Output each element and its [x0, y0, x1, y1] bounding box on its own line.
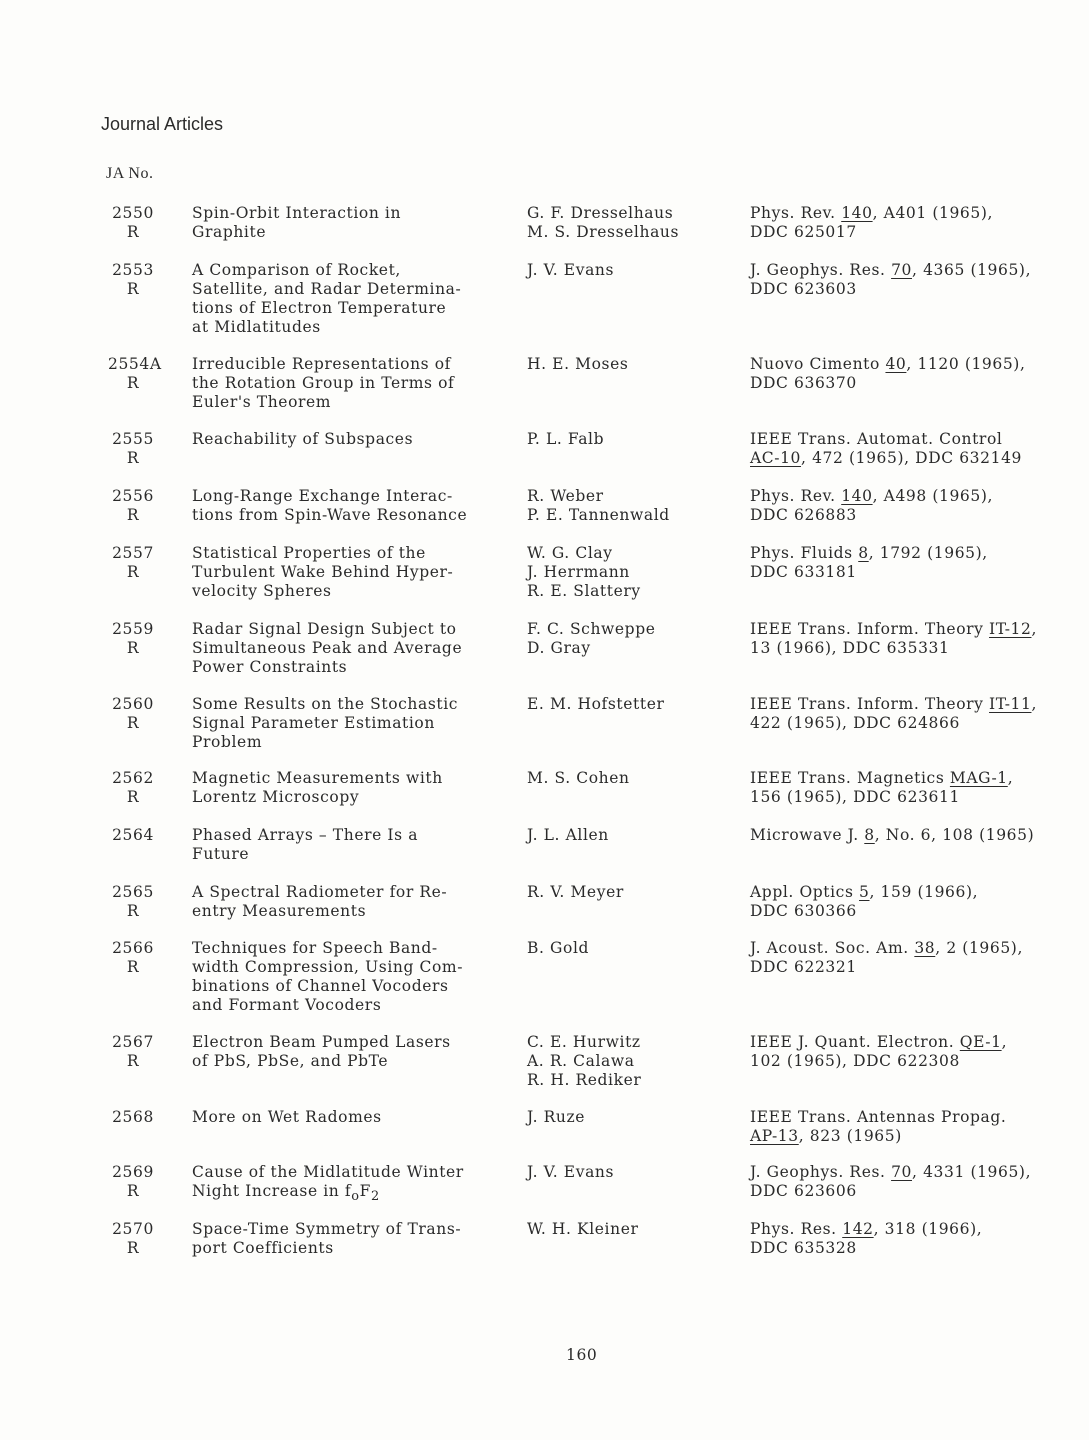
article-authors: R. V. Meyer: [527, 883, 624, 901]
article-authors: G. F. Dresselhaus M. S. Dresselhaus: [527, 204, 680, 241]
section-heading: Journal Articles: [101, 114, 224, 134]
ja-code: R: [126, 958, 140, 976]
article-authors: R. Weber P. E. Tannenwald: [527, 487, 670, 524]
ja-number: 2554A: [108, 355, 162, 373]
article-title: Some Results on the Stochastic Signal Parameter Estimation Problem: [192, 695, 459, 751]
ja-code: R: [126, 1182, 140, 1200]
article-reference: Phys. Fluids 8, 1792 (1965), DDC 633181: [750, 544, 988, 581]
article-title: Magnetic Measurements with Lorentz Microscopy: [192, 769, 443, 806]
article-title: Space-Time Symmetry of Trans- port Coefficients: [192, 1220, 462, 1257]
article-authors: J. L. Allen: [527, 826, 609, 844]
volume: 8: [864, 826, 875, 844]
article-reference: IEEE Trans. Inform. Theory IT-11, 422 (1965), DDC 624866: [750, 695, 1037, 732]
ja-number: 2559: [112, 620, 154, 638]
ja-code: R: [126, 1239, 140, 1257]
ja-number: 2568: [112, 1108, 154, 1126]
article-authors: W. H. Kleiner: [527, 1220, 639, 1238]
article-authors: J. V. Evans: [527, 1163, 615, 1181]
article-reference: J. Geophys. Res. 70, 4365 (1965), DDC 623603: [750, 261, 1032, 298]
article-title: Reachability of Subspaces: [192, 430, 414, 448]
article-authors: C. E. Hurwitz A. R. Calawa R. H. Rediker: [527, 1033, 642, 1089]
article-title: A Comparison of Rocket, Satellite, and Radar Determina- tions of Electron Temperature at Midlatitudes: [192, 261, 462, 336]
ja-number: 2556: [112, 487, 154, 505]
article-authors: E. M. Hofstetter: [527, 695, 665, 713]
ja-number: 2569: [112, 1163, 154, 1181]
ja-code: R: [126, 563, 140, 581]
page-number: 160: [566, 1346, 598, 1364]
ja-code: R: [126, 902, 140, 920]
ja-number: 2555: [112, 430, 154, 448]
volume: AC-10: [750, 449, 802, 467]
volume: 70: [891, 1163, 913, 1181]
article-authors: J. Ruze: [527, 1108, 586, 1126]
article-reference: IEEE J. Quant. Electron. QE-1, 102 (1965), DDC 622308: [750, 1033, 1008, 1070]
ja-number: 2550: [112, 204, 154, 222]
article-reference: IEEE Trans. Automat. Control AC-10, 472 (1965), DDC 632149: [750, 430, 1022, 467]
volume: IT-11: [989, 695, 1032, 713]
volume: 40: [885, 355, 907, 373]
article-title: Statistical Properties of the Turbulent Wake Behind Hyper- velocity Spheres: [192, 544, 454, 600]
article-title: Long-Range Exchange Interac- tions from Spin-Wave Resonance: [192, 487, 468, 524]
ja-code: R: [126, 506, 140, 524]
volume: 140: [841, 487, 873, 505]
article-reference: Nuovo Cimento 40, 1120 (1965), DDC 636370: [750, 355, 1026, 392]
ja-number: 2562: [112, 769, 154, 787]
volume: 8: [858, 544, 869, 562]
article-title: Cause of the Midlatitude Winter Night Increase in $f_oF_2$: [192, 1163, 464, 1205]
ja-number: 2565: [112, 883, 154, 901]
ja-code: R: [126, 639, 140, 657]
ja-number: 2566: [112, 939, 154, 957]
article-title: Techniques for Speech Band- width Compression, Using Com- binations of Channel Vocoders and Formant Vocoders: [192, 939, 464, 1014]
ja-number: 2567: [112, 1033, 154, 1051]
article-title: Irreducible Representations of the Rotation Group in Terms of Euler's Theorem: [192, 355, 455, 411]
article-authors: F. C. Schweppe D. Gray: [527, 620, 656, 657]
article-authors: P. L. Falb: [527, 430, 605, 448]
article-title: More on Wet Radomes: [192, 1108, 382, 1126]
volume: IT-12: [989, 620, 1032, 638]
article-authors: W. G. Clay J. Herrmann R. E. Slattery: [527, 544, 641, 600]
ja-number: 2564: [112, 826, 154, 844]
volume: 5: [859, 883, 870, 901]
article-reference: IEEE Trans. Inform. Theory IT-12, 13 (1966), DDC 635331: [750, 620, 1037, 657]
ja-number: 2557: [112, 544, 154, 562]
article-reference: Phys. Rev. 140, A498 (1965), DDC 626883: [750, 487, 994, 524]
article-reference: J. Acoust. Soc. Am. 38, 2 (1965), DDC 622321: [750, 939, 1023, 976]
ja-code: R: [126, 374, 140, 392]
ja-number: 2570: [112, 1220, 154, 1238]
article-title: Phased Arrays – There Is a Future: [192, 826, 419, 863]
volume: 142: [842, 1220, 874, 1238]
ja-code: R: [126, 1052, 140, 1070]
article-authors: H. E. Moses: [527, 355, 629, 373]
article-authors: J. V. Evans: [527, 261, 615, 279]
ja-code: R: [126, 714, 140, 732]
ja-code: R: [126, 280, 140, 298]
column-label: JA No.: [106, 165, 154, 182]
volume: AP-13: [750, 1127, 799, 1145]
ja-code: R: [126, 449, 140, 467]
article-reference: IEEE Trans. Antennas Propag. AP-13, 823 (1965): [750, 1108, 1007, 1145]
article-title: Radar Signal Design Subject to Simultaneous Peak and Average Power Constraints: [192, 620, 463, 676]
article-authors: M. S. Cohen: [527, 769, 630, 787]
article-reference: Phys. Rev. 140, A401 (1965), DDC 625017: [750, 204, 994, 241]
article-reference: Phys. Res. 142, 318 (1966), DDC 635328: [750, 1220, 983, 1257]
volume: MAG-1: [949, 769, 1008, 787]
article-reference: IEEE Trans. Magnetics MAG-1, 156 (1965), DDC 623611: [750, 769, 1014, 806]
article-title: Electron Beam Pumped Lasers of PbS, PbSe, and PbTe: [192, 1033, 451, 1070]
volume: QE-1: [959, 1033, 1002, 1051]
article-reference: Appl. Optics 5, 159 (1966), DDC 630366: [750, 883, 979, 920]
volume: 38: [914, 939, 936, 957]
volume: 70: [891, 261, 913, 279]
ja-number: 2560: [112, 695, 154, 713]
article-reference: J. Geophys. Res. 70, 4331 (1965), DDC 623606: [750, 1163, 1032, 1200]
volume: 140: [841, 204, 873, 222]
ja-number: 2553: [112, 261, 154, 279]
ja-code: R: [126, 223, 140, 241]
article-authors: B. Gold: [527, 939, 590, 957]
article-reference: Microwave J. 8, No. 6, 108 (1965): [750, 826, 1035, 844]
article-title: A Spectral Radiometer for Re- entry Measurements: [192, 883, 448, 920]
article-title: Spin-Orbit Interaction in Graphite: [192, 204, 402, 241]
ja-code: R: [126, 788, 140, 806]
